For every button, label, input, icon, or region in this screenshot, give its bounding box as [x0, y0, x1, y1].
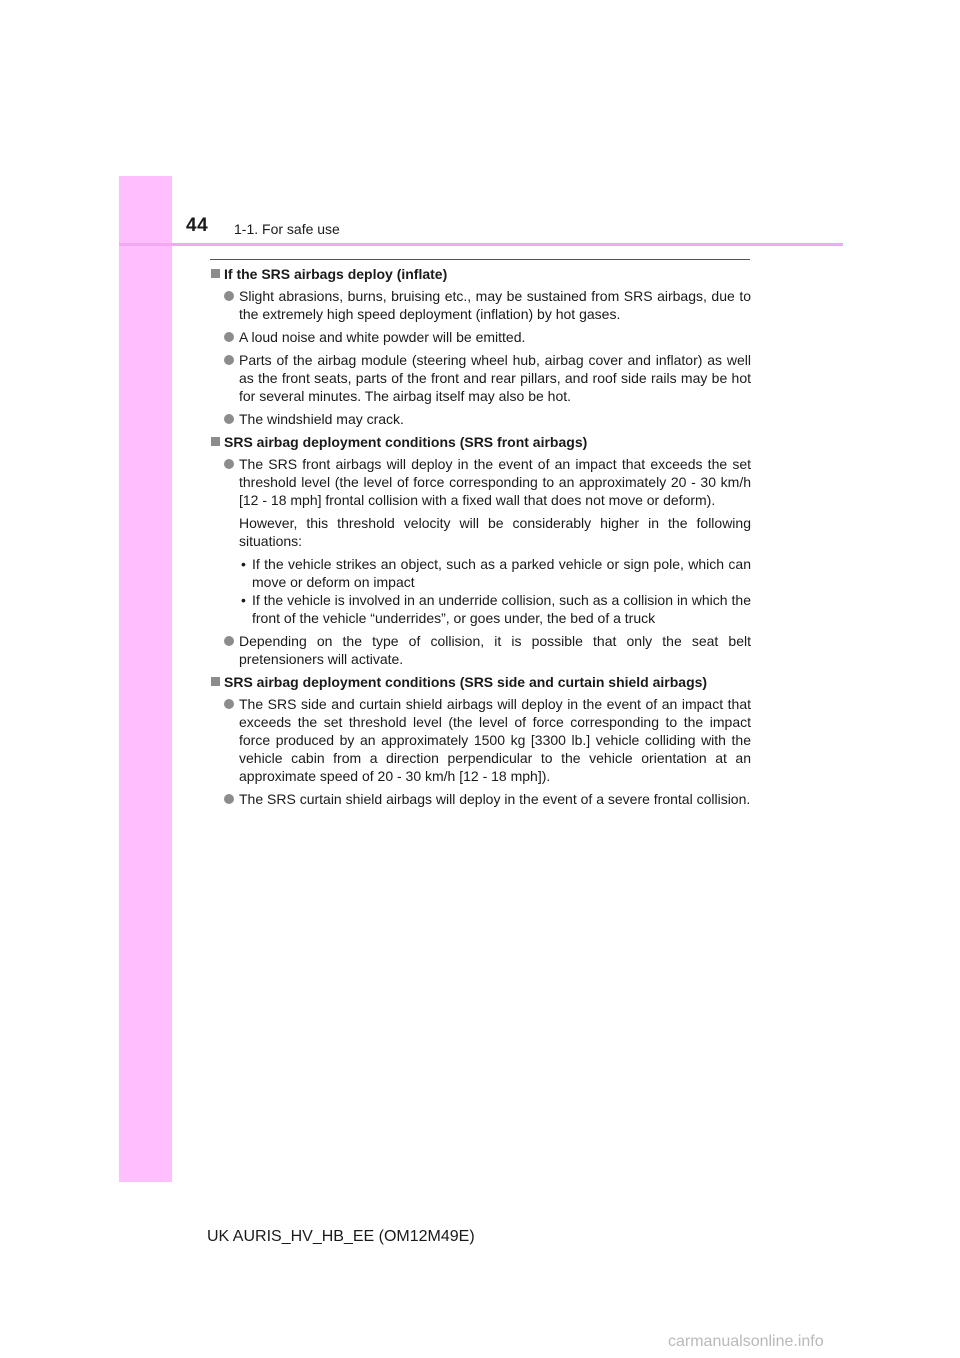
heading-text: If the SRS airbags deploy (inflate) — [224, 266, 448, 282]
circle-bullet-icon — [224, 332, 234, 342]
section-title: 1-1. For safe use — [234, 221, 340, 237]
circle-bullet-icon — [224, 699, 234, 709]
list-item — [210, 632, 751, 668]
heading-airbags-deploy — [210, 265, 751, 283]
circle-bullet-icon — [224, 355, 234, 365]
page-number: 44 — [186, 215, 209, 236]
list-item-text: The SRS side and curtain shield airbags will deploy in the event of an impact that exceeds the set threshold level (the level of force corresponding to the impact force produced by an approximately 1500 kg [3300 lb.] vehicle colliding with the vehicle cabin from a direction perpendicular to the vehicle orientation at an approximate speed of 20 - 30 km/h [12 - 18 mph]). — [239, 696, 751, 784]
list-item — [210, 695, 751, 785]
list-item-text: Depending on the type of collision, it is possible that only the seat belt pretensioners will activate. — [239, 633, 751, 667]
list-item-text: Slight abrasions, burns, bruising etc., may be sustained from SRS airbags, due to the extremely high speed deployment (inflation) by hot gases. — [239, 288, 751, 322]
square-bullet-icon — [211, 269, 220, 278]
list-item — [210, 790, 751, 808]
list-item — [210, 287, 751, 323]
list-item — [210, 328, 751, 346]
list-item — [210, 455, 751, 509]
circle-bullet-icon — [224, 636, 234, 646]
sub-list-item-text: If the vehicle strikes an object, such as a parked vehicle or sign pole, which can move or deform on impact — [252, 556, 751, 590]
heading-front-airbag-conditions — [210, 433, 751, 451]
list-item-text: A loud noise and white powder will be emitted. — [239, 329, 526, 345]
dot-marker-icon: • — [241, 592, 246, 608]
heading-side-curtain-conditions — [210, 673, 751, 691]
circle-bullet-icon — [224, 291, 234, 301]
list-item-text: The SRS curtain shield airbags will deploy in the event of a severe frontal collision. — [239, 791, 751, 807]
dot-marker-icon: • — [241, 556, 246, 572]
page-content — [210, 265, 751, 813]
sub-list-item — [210, 591, 751, 627]
document-code-footer: UK AURIS_HV_HB_EE (OM12M49E) — [207, 1228, 475, 1245]
square-bullet-icon — [211, 437, 220, 446]
circle-bullet-icon — [224, 414, 234, 424]
heading-text: SRS airbag deployment conditions (SRS front airbags) — [224, 434, 588, 450]
circle-bullet-icon — [224, 794, 234, 804]
content-divider — [210, 259, 750, 260]
threshold-note: However, this threshold velocity will be considerably higher in the following situations: — [239, 515, 751, 549]
list-item-text: The SRS front airbags will deploy in the event of an impact that exceeds the set threshold level (the level of force corresponding to an approximately 20 - 30 km/h [12 - 18 mph] frontal collision with a fixed wall that does not move or deform). — [239, 456, 751, 508]
list-item — [210, 410, 751, 428]
circle-bullet-icon — [224, 459, 234, 469]
header-rule — [119, 243, 843, 246]
square-bullet-icon — [211, 677, 220, 686]
chapter-sidebar-tab — [119, 176, 172, 1182]
sub-list-item — [210, 555, 751, 591]
sub-list-item-text: If the vehicle is involved in an underride collision, such as a collision in which the front of the vehicle “underrides”, or goes under, the bed of a truck — [252, 592, 751, 626]
watermark-text: carmanualsonline.info — [668, 1333, 824, 1350]
list-item-text: Parts of the airbag module (steering wheel hub, airbag cover and inflator) as well as the front seats, parts of the front and rear pillars, and roof side rails may be hot for several minutes. The airbag itself may also be hot. — [239, 352, 751, 404]
heading-text: SRS airbag deployment conditions (SRS side and curtain shield airbags) — [224, 674, 708, 690]
list-item — [210, 351, 751, 405]
list-item-text: The windshield may crack. — [239, 411, 404, 427]
